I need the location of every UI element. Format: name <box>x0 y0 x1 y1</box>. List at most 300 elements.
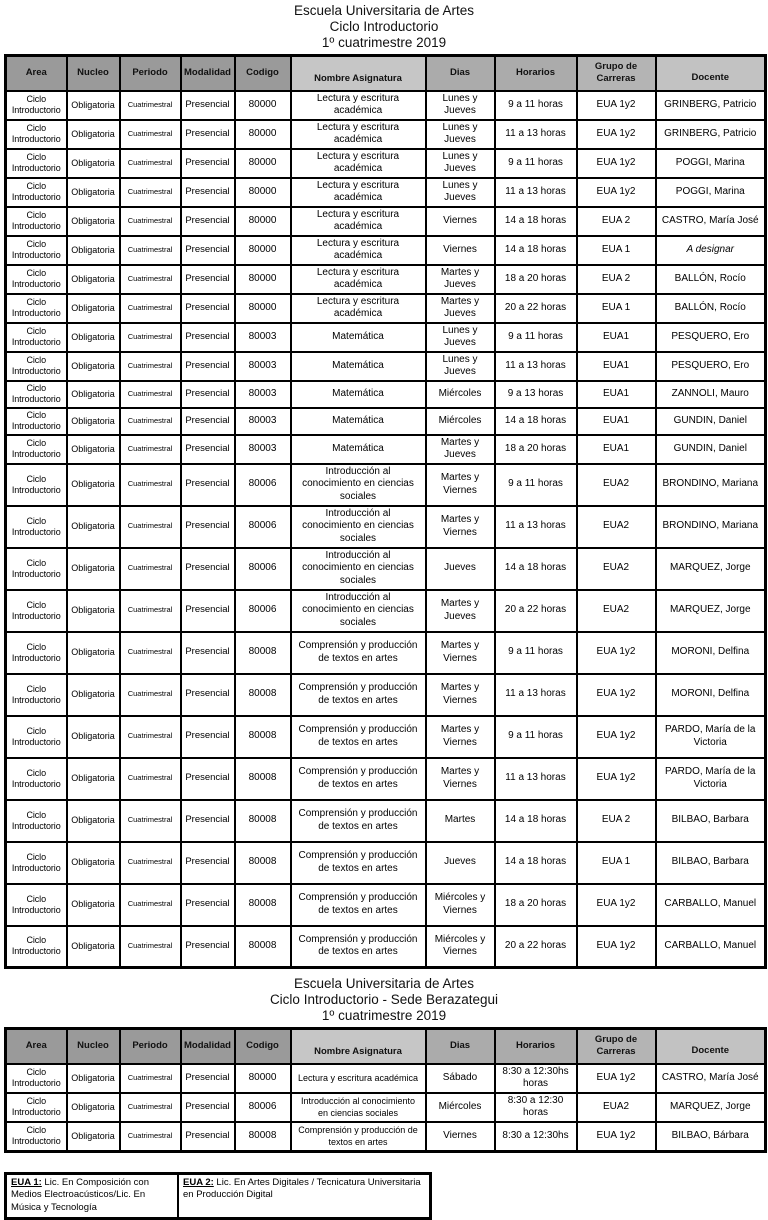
cell-grupo-de-carreras: EUA 1y2 <box>577 1064 656 1093</box>
cell-horarios: 18 a 20 horas <box>495 884 577 926</box>
cell-nucleo: Obligatoria <box>67 149 120 178</box>
cell-dias: Miércoles <box>426 1093 495 1122</box>
table-row <box>6 265 766 294</box>
cell-grupo-de-carreras: EUA1 <box>577 352 656 381</box>
cell-grupo-de-carreras: EUA2 <box>577 464 656 506</box>
table-row <box>6 1122 766 1152</box>
cell-dias: Martes y Viernes <box>426 674 495 716</box>
cell-nombre-asignatura: Comprensión y producción de textos en artes <box>291 926 426 968</box>
cell-area: Ciclo Introductorio <box>6 1064 67 1093</box>
cell-dias: Martes y Jueves <box>426 590 495 632</box>
cell-periodo: Cuatrimestral <box>120 207 181 236</box>
cell-dias: Martes y Jueves <box>426 265 495 294</box>
legend-eua2-text: Lic. En Artes Digitales / Tecnicatura Universitaria en Producción Digital <box>183 1177 421 1201</box>
cell-area: Ciclo Introductorio <box>6 632 67 674</box>
table-row <box>6 149 766 178</box>
cell-area: Ciclo Introductorio <box>6 236 67 265</box>
cell-modalidad: Presencial <box>181 464 235 506</box>
table-row <box>6 1093 766 1122</box>
table-row <box>6 632 766 674</box>
cell-modalidad: Presencial <box>181 632 235 674</box>
cell-modalidad: Presencial <box>181 926 235 968</box>
cell-area: Ciclo Introductorio <box>6 1093 67 1122</box>
section2-title <box>4 976 764 1024</box>
cell-area: Ciclo Introductorio <box>6 408 67 435</box>
cell-codigo: 80000 <box>235 294 291 323</box>
cell-grupo-de-carreras: EUA1 <box>577 435 656 464</box>
cell-docente: GUNDIN, Daniel <box>656 408 766 435</box>
cell-nucleo: Obligatoria <box>67 674 120 716</box>
cell-nucleo: Obligatoria <box>67 1093 120 1122</box>
cell-periodo: Cuatrimestral <box>120 265 181 294</box>
cell-nombre-asignatura: Lectura y escritura académica <box>291 91 426 120</box>
cell-nombre-asignatura: Lectura y escritura académica <box>291 1064 426 1093</box>
cell-horarios: 14 a 18 horas <box>495 408 577 435</box>
col-header-grupo-de-carreras: Grupo de Carreras <box>577 56 656 91</box>
cell-modalidad: Presencial <box>181 842 235 884</box>
cell-nucleo: Obligatoria <box>67 548 120 590</box>
cell-grupo-de-carreras: EUA 1y2 <box>577 91 656 120</box>
cell-nombre-asignatura: Lectura y escritura académica <box>291 149 426 178</box>
cell-nucleo: Obligatoria <box>67 236 120 265</box>
cell-dias: Lunes y Jueves <box>426 91 495 120</box>
cell-periodo: Cuatrimestral <box>120 435 181 464</box>
schedule-table-berazategui <box>4 1027 767 1153</box>
col-header-docente: Docente <box>656 56 766 91</box>
cell-modalidad: Presencial <box>181 506 235 548</box>
cell-periodo: Cuatrimestral <box>120 1122 181 1152</box>
table-row <box>6 1064 766 1093</box>
cell-horarios: 11 a 13 horas <box>495 352 577 381</box>
cell-nucleo: Obligatoria <box>67 506 120 548</box>
cell-nombre-asignatura: Lectura y escritura académica <box>291 207 426 236</box>
cell-dias: Sábado <box>426 1064 495 1093</box>
cell-modalidad: Presencial <box>181 408 235 435</box>
cell-codigo: 80006 <box>235 590 291 632</box>
cell-nombre-asignatura: Lectura y escritura académica <box>291 236 426 265</box>
cell-area: Ciclo Introductorio <box>6 265 67 294</box>
cell-nombre-asignatura: Introducción al conocimiento en ciencias sociales <box>291 464 426 506</box>
cell-nombre-asignatura: Matemática <box>291 381 426 408</box>
cell-nucleo: Obligatoria <box>67 1122 120 1152</box>
table-row <box>6 120 766 149</box>
cell-area: Ciclo Introductorio <box>6 800 67 842</box>
cell-dias: Martes y Jueves <box>426 294 495 323</box>
cell-area: Ciclo Introductorio <box>6 674 67 716</box>
cell-area: Ciclo Introductorio <box>6 381 67 408</box>
cell-horarios: 8:30 a 12:30hs horas <box>495 1064 577 1093</box>
col-header-periodo: Periodo <box>120 56 181 91</box>
cell-horarios: 9 a 11 horas <box>495 91 577 120</box>
cell-nombre-asignatura: Lectura y escritura académica <box>291 120 426 149</box>
cell-nombre-asignatura: Introducción al conocimiento en ciencias sociales <box>291 1093 426 1122</box>
cell-nucleo: Obligatoria <box>67 758 120 800</box>
cell-horarios: 11 a 13 horas <box>495 506 577 548</box>
cell-horarios: 14 a 18 horas <box>495 800 577 842</box>
table-row <box>6 294 766 323</box>
cell-horarios: 9 a 11 horas <box>495 464 577 506</box>
cell-grupo-de-carreras: EUA 1y2 <box>577 674 656 716</box>
cell-grupo-de-carreras: EUA 2 <box>577 207 656 236</box>
cell-periodo: Cuatrimestral <box>120 149 181 178</box>
cell-modalidad: Presencial <box>181 716 235 758</box>
cell-docente: MORONI, Delfina <box>656 632 766 674</box>
cell-horarios: 14 a 18 horas <box>495 207 577 236</box>
table-row <box>6 842 766 884</box>
cell-nucleo: Obligatoria <box>67 800 120 842</box>
table-row <box>6 716 766 758</box>
col-header-docente: Docente <box>656 1029 766 1064</box>
table-row <box>6 548 766 590</box>
section2-title-line: Escuela Universitaria de Artes <box>4 976 764 992</box>
cell-modalidad: Presencial <box>181 800 235 842</box>
cell-nombre-asignatura: Comprensión y producción de textos en artes <box>291 674 426 716</box>
cell-periodo: Cuatrimestral <box>120 548 181 590</box>
col-header-modalidad: Modalidad <box>181 1029 235 1064</box>
table-row <box>6 464 766 506</box>
cell-grupo-de-carreras: EUA 1y2 <box>577 926 656 968</box>
table-row <box>6 800 766 842</box>
cell-nucleo: Obligatoria <box>67 1064 120 1093</box>
table-row <box>6 884 766 926</box>
cell-dias: Lunes y Jueves <box>426 352 495 381</box>
cell-dias: Viernes <box>426 207 495 236</box>
cell-nucleo: Obligatoria <box>67 207 120 236</box>
cell-nucleo: Obligatoria <box>67 590 120 632</box>
cell-codigo: 80008 <box>235 674 291 716</box>
cell-docente: GUNDIN, Daniel <box>656 435 766 464</box>
cell-area: Ciclo Introductorio <box>6 207 67 236</box>
col-header-grupo-de-carreras: Grupo de Carreras <box>577 1029 656 1064</box>
table-row <box>6 236 766 265</box>
cell-horarios: 9 a 11 horas <box>495 323 577 352</box>
legend-box <box>4 1172 432 1220</box>
cell-periodo: Cuatrimestral <box>120 800 181 842</box>
cell-horarios: 9 a 11 horas <box>495 149 577 178</box>
cell-nucleo: Obligatoria <box>67 408 120 435</box>
cell-periodo: Cuatrimestral <box>120 408 181 435</box>
cell-periodo: Cuatrimestral <box>120 323 181 352</box>
table-row <box>6 207 766 236</box>
cell-grupo-de-carreras: EUA 1y2 <box>577 120 656 149</box>
legend-eua1-label: EUA 1: <box>11 1177 42 1188</box>
cell-dias: Martes y Viernes <box>426 716 495 758</box>
col-header-periodo: Periodo <box>120 1029 181 1064</box>
table-row <box>6 91 766 120</box>
cell-nucleo: Obligatoria <box>67 265 120 294</box>
cell-periodo: Cuatrimestral <box>120 884 181 926</box>
cell-horarios: 11 a 13 horas <box>495 674 577 716</box>
cell-modalidad: Presencial <box>181 178 235 207</box>
cell-nombre-asignatura: Introducción al conocimiento en ciencias sociales <box>291 506 426 548</box>
cell-nucleo: Obligatoria <box>67 178 120 207</box>
cell-docente: BALLÓN, Rocío <box>656 294 766 323</box>
cell-dias: Martes y Viernes <box>426 506 495 548</box>
header-row <box>6 1029 766 1064</box>
cell-nucleo: Obligatoria <box>67 632 120 674</box>
cell-nucleo: Obligatoria <box>67 381 120 408</box>
cell-nucleo: Obligatoria <box>67 294 120 323</box>
cell-modalidad: Presencial <box>181 207 235 236</box>
cell-grupo-de-carreras: EUA2 <box>577 1093 656 1122</box>
cell-periodo: Cuatrimestral <box>120 716 181 758</box>
cell-horarios: 9 a 11 horas <box>495 632 577 674</box>
cell-horarios: 11 a 13 horas <box>495 758 577 800</box>
cell-horarios: 8:30 a 12:30hs <box>495 1122 577 1152</box>
cell-modalidad: Presencial <box>181 758 235 800</box>
cell-horarios: 18 a 20 horas <box>495 435 577 464</box>
cell-horarios: 20 a 22 horas <box>495 294 577 323</box>
cell-horarios: 9 a 11 horas <box>495 716 577 758</box>
cell-grupo-de-carreras: EUA2 <box>577 590 656 632</box>
header-row <box>6 56 766 91</box>
cell-dias: Martes y Jueves <box>426 435 495 464</box>
cell-periodo: Cuatrimestral <box>120 506 181 548</box>
cell-dias: Miércoles y Viernes <box>426 884 495 926</box>
cell-periodo: Cuatrimestral <box>120 236 181 265</box>
cell-modalidad: Presencial <box>181 149 235 178</box>
cell-periodo: Cuatrimestral <box>120 926 181 968</box>
cell-modalidad: Presencial <box>181 1122 235 1152</box>
cell-docente: CARBALLO, Manuel <box>656 926 766 968</box>
table-row <box>6 590 766 632</box>
cell-dias: Jueves <box>426 842 495 884</box>
cell-codigo: 80008 <box>235 800 291 842</box>
cell-modalidad: Presencial <box>181 352 235 381</box>
cell-codigo: 80000 <box>235 120 291 149</box>
cell-modalidad: Presencial <box>181 1064 235 1093</box>
cell-dias: Jueves <box>426 548 495 590</box>
cell-grupo-de-carreras: EUA 1y2 <box>577 149 656 178</box>
section1-term: 1º cuatrimestre 2019 <box>4 35 764 51</box>
cell-periodo: Cuatrimestral <box>120 842 181 884</box>
table-row <box>6 178 766 207</box>
cell-nucleo: Obligatoria <box>67 926 120 968</box>
cell-nombre-asignatura: Introducción al conocimiento en ciencias sociales <box>291 590 426 632</box>
cell-area: Ciclo Introductorio <box>6 842 67 884</box>
cell-nombre-asignatura: Comprensión y producción de textos en artes <box>291 758 426 800</box>
cell-area: Ciclo Introductorio <box>6 716 67 758</box>
cell-codigo: 80003 <box>235 435 291 464</box>
cell-dias: Viernes <box>426 236 495 265</box>
cell-nucleo: Obligatoria <box>67 323 120 352</box>
cell-docente: MORONI, Delfina <box>656 674 766 716</box>
cell-horarios: 14 a 18 horas <box>495 548 577 590</box>
legend-eua1-text: Lic. En Composición con Medios Electroacústicos/Lic. En Música y Tecnología <box>11 1177 149 1213</box>
cell-grupo-de-carreras: EUA 1y2 <box>577 716 656 758</box>
section1-subtitle: Ciclo Introductorio <box>4 19 764 35</box>
cell-docente: BILBAO, Barbara <box>656 842 766 884</box>
cell-horarios: 14 a 18 horas <box>495 842 577 884</box>
cell-nombre-asignatura: Comprensión y producción de textos en artes <box>291 632 426 674</box>
cell-docente: POGGI, Marina <box>656 149 766 178</box>
cell-codigo: 80006 <box>235 1093 291 1122</box>
legend-eua2 <box>179 1175 429 1218</box>
cell-periodo: Cuatrimestral <box>120 352 181 381</box>
cell-horarios: 9 a 13 horas <box>495 381 577 408</box>
legend-eua2-label: EUA 2: <box>183 1177 214 1188</box>
cell-codigo: 80003 <box>235 408 291 435</box>
cell-modalidad: Presencial <box>181 1093 235 1122</box>
cell-nucleo: Obligatoria <box>67 884 120 926</box>
cell-periodo: Cuatrimestral <box>120 120 181 149</box>
cell-codigo: 80008 <box>235 926 291 968</box>
cell-nombre-asignatura: Comprensión y producción de textos en artes <box>291 800 426 842</box>
col-header-dias: Dias <box>426 1029 495 1064</box>
cell-periodo: Cuatrimestral <box>120 1064 181 1093</box>
cell-periodo: Cuatrimestral <box>120 758 181 800</box>
cell-nombre-asignatura: Matemática <box>291 323 426 352</box>
cell-modalidad: Presencial <box>181 265 235 294</box>
cell-grupo-de-carreras: EUA1 <box>577 323 656 352</box>
cell-nucleo: Obligatoria <box>67 716 120 758</box>
table-row <box>6 408 766 435</box>
cell-periodo: Cuatrimestral <box>120 91 181 120</box>
table-row <box>6 381 766 408</box>
col-header-nombre-asignatura: Nombre Asignatura <box>291 56 426 91</box>
legend-eua1 <box>7 1175 179 1218</box>
cell-docente: PARDO, María de la Victoria <box>656 758 766 800</box>
cell-area: Ciclo Introductorio <box>6 548 67 590</box>
table-row <box>6 926 766 968</box>
cell-grupo-de-carreras: EUA 1y2 <box>577 632 656 674</box>
cell-dias: Lunes y Jueves <box>426 323 495 352</box>
cell-horarios: 20 a 22 horas <box>495 590 577 632</box>
cell-docente: GRINBERG, Patricio <box>656 120 766 149</box>
cell-docente: BRONDINO, Mariana <box>656 506 766 548</box>
cell-codigo: 80003 <box>235 352 291 381</box>
col-header-codigo: Codigo <box>235 56 291 91</box>
cell-area: Ciclo Introductorio <box>6 294 67 323</box>
cell-area: Ciclo Introductorio <box>6 506 67 548</box>
cell-codigo: 80000 <box>235 178 291 207</box>
cell-nucleo: Obligatoria <box>67 842 120 884</box>
cell-grupo-de-carreras: EUA 1y2 <box>577 758 656 800</box>
cell-nombre-asignatura: Matemática <box>291 435 426 464</box>
cell-grupo-de-carreras: EUA 2 <box>577 265 656 294</box>
cell-docente: BRONDINO, Mariana <box>656 464 766 506</box>
cell-codigo: 80003 <box>235 381 291 408</box>
cell-area: Ciclo Introductorio <box>6 464 67 506</box>
cell-area: Ciclo Introductorio <box>6 926 67 968</box>
cell-horarios: 8:30 a 12:30 horas <box>495 1093 577 1122</box>
cell-codigo: 80000 <box>235 236 291 265</box>
cell-modalidad: Presencial <box>181 674 235 716</box>
table-row <box>6 758 766 800</box>
cell-docente: BILBAO, Bárbara <box>656 1122 766 1152</box>
cell-area: Ciclo Introductorio <box>6 884 67 926</box>
col-header-dias: Dias <box>426 56 495 91</box>
cell-grupo-de-carreras: EUA 1 <box>577 236 656 265</box>
cell-dias: Miércoles <box>426 381 495 408</box>
cell-nombre-asignatura: Lectura y escritura académica <box>291 178 426 207</box>
cell-dias: Martes y Viernes <box>426 464 495 506</box>
section1-title <box>4 3 764 51</box>
col-header-codigo: Codigo <box>235 1029 291 1064</box>
cell-docente: CARBALLO, Manuel <box>656 884 766 926</box>
cell-horarios: 20 a 22 horas <box>495 926 577 968</box>
cell-periodo: Cuatrimestral <box>120 1093 181 1122</box>
cell-area: Ciclo Introductorio <box>6 758 67 800</box>
cell-modalidad: Presencial <box>181 435 235 464</box>
cell-docente: PESQUERO, Ero <box>656 352 766 381</box>
cell-area: Ciclo Introductorio <box>6 91 67 120</box>
cell-nombre-asignatura: Lectura y escritura académica <box>291 265 426 294</box>
cell-horarios: 11 a 13 horas <box>495 120 577 149</box>
schedule-table-main <box>4 54 767 969</box>
cell-nucleo: Obligatoria <box>67 120 120 149</box>
cell-dias: Lunes y Jueves <box>426 120 495 149</box>
cell-nombre-asignatura: Introducción al conocimiento en ciencias sociales <box>291 548 426 590</box>
cell-nombre-asignatura: Comprensión y producción de textos en artes <box>291 884 426 926</box>
cell-grupo-de-carreras: EUA 1y2 <box>577 1122 656 1152</box>
cell-horarios: 18 a 20 horas <box>495 265 577 294</box>
cell-modalidad: Presencial <box>181 884 235 926</box>
col-header-horarios: Horarios <box>495 56 577 91</box>
cell-area: Ciclo Introductorio <box>6 352 67 381</box>
cell-codigo: 80008 <box>235 716 291 758</box>
cell-docente: BALLÓN, Rocío <box>656 265 766 294</box>
section2-term: 1º cuatrimestre 2019 <box>4 1008 764 1024</box>
col-header-area: Area <box>6 56 67 91</box>
cell-grupo-de-carreras: EUA 2 <box>577 800 656 842</box>
cell-horarios: 14 a 18 horas <box>495 236 577 265</box>
col-header-area: Area <box>6 1029 67 1064</box>
cell-codigo: 80000 <box>235 265 291 294</box>
cell-codigo: 80008 <box>235 758 291 800</box>
cell-nombre-asignatura: Matemática <box>291 408 426 435</box>
cell-dias: Miércoles <box>426 408 495 435</box>
cell-docente: POGGI, Marina <box>656 178 766 207</box>
section2-subtitle: Ciclo Introductorio - Sede Berazategui <box>4 992 764 1008</box>
cell-docente: CASTRO, María José <box>656 1064 766 1093</box>
col-header-nucleo: Nucleo <box>67 1029 120 1064</box>
cell-docente: PESQUERO, Ero <box>656 323 766 352</box>
cell-nombre-asignatura: Matemática <box>291 352 426 381</box>
cell-dias: Viernes <box>426 1122 495 1152</box>
cell-periodo: Cuatrimestral <box>120 178 181 207</box>
cell-codigo: 80003 <box>235 323 291 352</box>
cell-modalidad: Presencial <box>181 323 235 352</box>
cell-dias: Martes <box>426 800 495 842</box>
cell-grupo-de-carreras: EUA 1 <box>577 294 656 323</box>
cell-grupo-de-carreras: EUA 1y2 <box>577 884 656 926</box>
cell-area: Ciclo Introductorio <box>6 323 67 352</box>
cell-periodo: Cuatrimestral <box>120 590 181 632</box>
table-row <box>6 435 766 464</box>
cell-dias: Lunes y Jueves <box>426 149 495 178</box>
col-header-horarios: Horarios <box>495 1029 577 1064</box>
table-row <box>6 506 766 548</box>
cell-area: Ciclo Introductorio <box>6 178 67 207</box>
cell-horarios: 11 a 13 horas <box>495 178 577 207</box>
cell-dias: Lunes y Jueves <box>426 178 495 207</box>
cell-modalidad: Presencial <box>181 381 235 408</box>
cell-codigo: 80008 <box>235 632 291 674</box>
cell-grupo-de-carreras: EUA1 <box>577 408 656 435</box>
cell-docente: MARQUEZ, Jorge <box>656 1093 766 1122</box>
cell-docente: MARQUEZ, Jorge <box>656 548 766 590</box>
table-row <box>6 352 766 381</box>
col-header-modalidad: Modalidad <box>181 56 235 91</box>
cell-periodo: Cuatrimestral <box>120 464 181 506</box>
cell-nucleo: Obligatoria <box>67 352 120 381</box>
cell-grupo-de-carreras: EUA2 <box>577 548 656 590</box>
cell-nucleo: Obligatoria <box>67 464 120 506</box>
cell-modalidad: Presencial <box>181 91 235 120</box>
cell-codigo: 80000 <box>235 149 291 178</box>
cell-modalidad: Presencial <box>181 294 235 323</box>
